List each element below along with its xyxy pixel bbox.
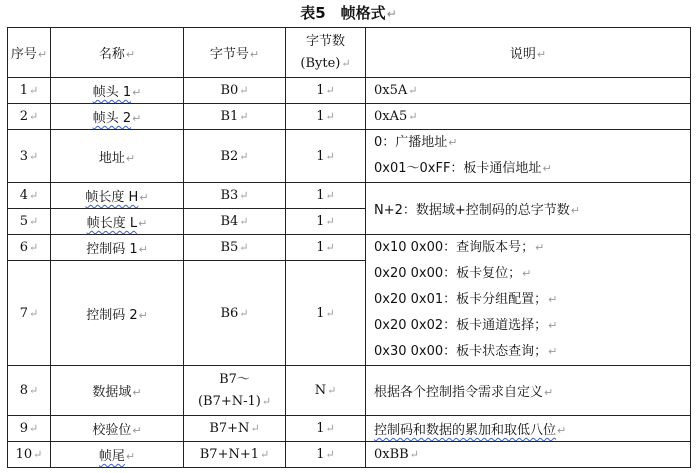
cell-count: N↵ (286, 366, 366, 416)
cell-index: 4↵ (8, 183, 51, 209)
cell-index: 7↵ (8, 261, 51, 366)
cell-count: 1↵ (286, 209, 366, 235)
paragraph-mark-icon: ↵ (386, 7, 397, 21)
cell-byte-id: B7+N↵ (184, 416, 286, 442)
table-row (8, 416, 691, 442)
cell-index: 1↵ (8, 78, 51, 104)
cell-count: 1↵ (286, 442, 366, 468)
header-name: 名称↵ (51, 28, 184, 78)
cell-description: 根据各个控制指令需求自定义↵ (366, 366, 691, 416)
header-description: 说明↵ (366, 28, 691, 78)
cell-count: 1↵ (286, 130, 366, 183)
table-row (8, 235, 691, 261)
cell-count: 1↵ (286, 78, 366, 104)
cell-description: N+2：数据域+控制码的总字节数↵ (366, 183, 691, 235)
table-row (8, 104, 691, 130)
cell-count: 1↵ (286, 416, 366, 442)
cell-byte-id: B6↵ (184, 261, 286, 366)
header-byte-count: 字节数 (Byte)↵ (286, 28, 366, 78)
cell-count: 1↵ (286, 235, 366, 261)
cell-description: 0：广播地址↵ 0x01～0xFF：板卡通信地址↵ (366, 130, 691, 183)
cell-name: 数据域↵ (51, 366, 184, 416)
header-index: 序号↵ (8, 28, 51, 78)
cell-byte-id: B4↵ (184, 209, 286, 235)
cell-name: 校验位↵ (51, 416, 184, 442)
header-byte-id: 字节号↵ (184, 28, 286, 78)
cell-index: 10↵ (8, 442, 51, 468)
cell-count: 1↵ (286, 183, 366, 209)
caption-text: 表5 帧格式 (300, 4, 386, 22)
cell-byte-id: B0↵ (184, 78, 286, 104)
table-row (8, 183, 691, 209)
cell-name: 地址↵ (51, 130, 184, 183)
cell-name: 帧尾↵ (51, 442, 184, 468)
table-row (8, 78, 691, 104)
cell-byte-id: B3↵ (184, 183, 286, 209)
cell-index: 9↵ (8, 416, 51, 442)
cell-count: 1↵ (286, 261, 366, 366)
table-caption (0, 3, 697, 24)
cell-byte-id: B7+N+1↵ (184, 442, 286, 468)
cell-index: 2↵ (8, 104, 51, 130)
cell-byte-id: B1↵ (184, 104, 286, 130)
cell-name: 帧头 2↵ (51, 104, 184, 130)
cell-name: 控制码 1↵ (51, 235, 184, 261)
cell-name: 控制码 2↵ (51, 261, 184, 366)
table-row (8, 442, 691, 468)
cell-index: 6↵ (8, 235, 51, 261)
cell-description: 控制码和数据的累加和取低八位↵ (366, 416, 691, 442)
cell-index: 3↵ (8, 130, 51, 183)
cell-byte-id: B2↵ (184, 130, 286, 183)
cell-name: 帧长度 H↵ (51, 183, 184, 209)
cell-description: 0x10 0x00：查询版本号；↵ 0x20 0x00：板卡复位；↵ 0x20 0x01：板卡分组配置；↵ 0x20 0x02：板卡通道选择；↵ 0x30 0x00：板卡状态查询；↵ (366, 235, 691, 366)
cell-byte-id: B5↵ (184, 235, 286, 261)
cell-description: 0x5A↵ (366, 78, 691, 104)
cell-index: 8↵ (8, 366, 51, 416)
table-header-row (8, 28, 691, 78)
cell-description: 0xA5↵ (366, 104, 691, 130)
cell-name: 帧头 1↵ (51, 78, 184, 104)
table-row (8, 130, 691, 183)
cell-description: 0xBB↵ (366, 442, 691, 468)
cell-name: 帧长度 L↵ (51, 209, 184, 235)
table-row (8, 366, 691, 416)
frame-format-table (7, 27, 691, 468)
cell-index: 5↵ (8, 209, 51, 235)
cell-count: 1↵ (286, 104, 366, 130)
cell-byte-id: B7～ (B7+N-1)↵ (184, 366, 286, 416)
